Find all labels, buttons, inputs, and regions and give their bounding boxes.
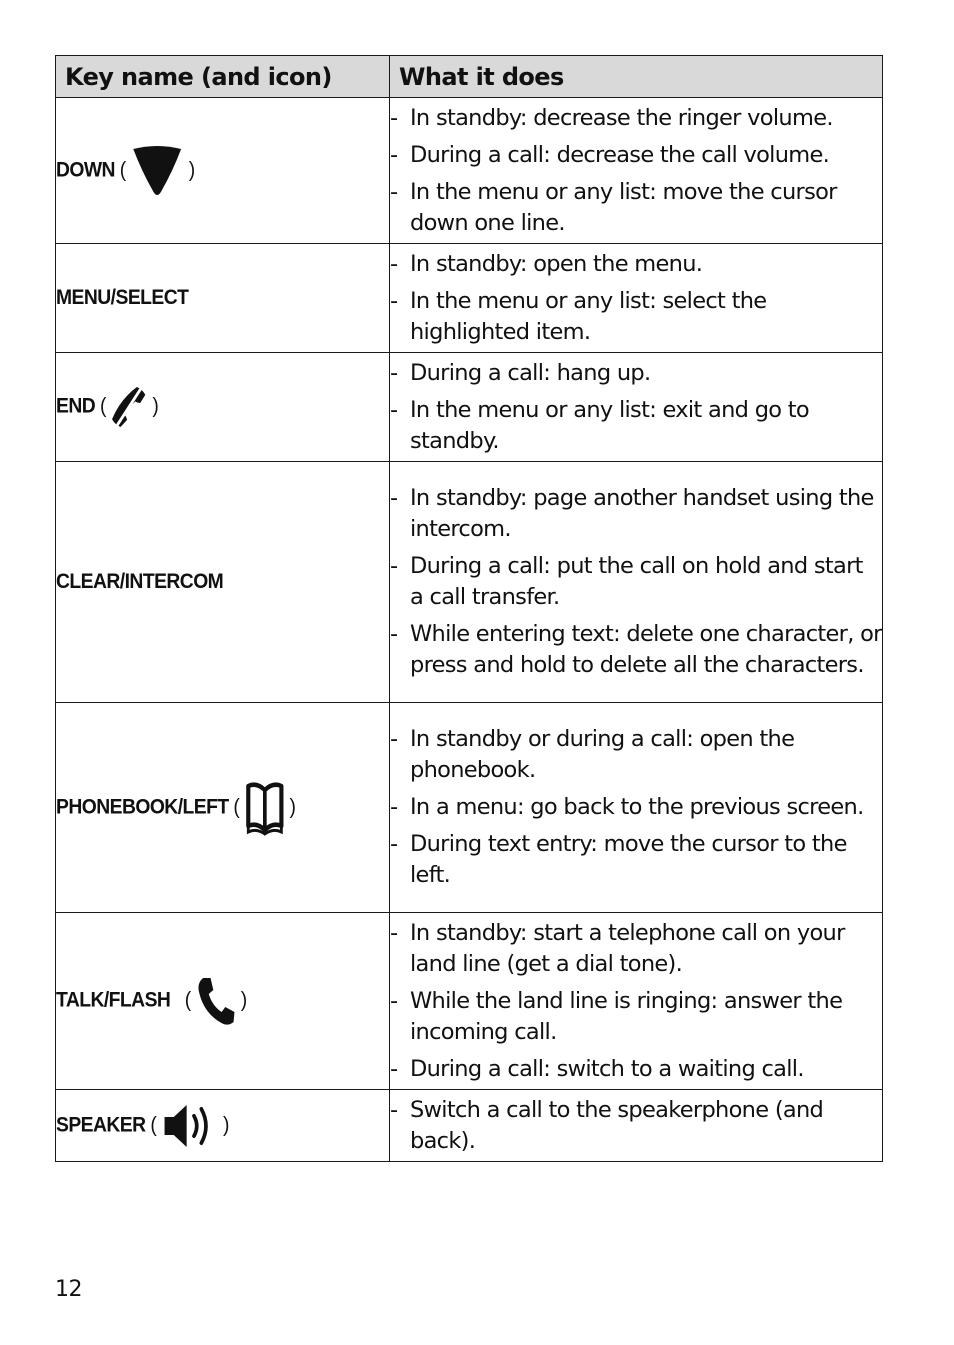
hang-up-phone-icon (111, 384, 148, 430)
table-row (56, 913, 883, 1090)
description-cell (390, 353, 883, 462)
column-header-key-name: Key name (and icon) (56, 56, 390, 98)
key-name-cell: PHONEBOOK/LEFT ( ) (56, 703, 390, 913)
list-item: - Switch a call to the speakerphone (and back). (390, 1095, 882, 1157)
speaker-icon (161, 1103, 218, 1149)
list-item: - In standby: open the menu. (390, 249, 882, 280)
key-name-cell (56, 462, 390, 703)
table-row (56, 244, 883, 353)
description-cell (390, 244, 883, 353)
phone-handset-icon (195, 976, 235, 1026)
key-name: DOWN (56, 158, 115, 182)
list-item: - During a call: switch to a waiting call. (390, 1054, 882, 1085)
key-function-table (55, 55, 883, 1162)
key-name-cell: SPEAKER ( ) (56, 1090, 390, 1162)
phonebook-icon (244, 780, 284, 836)
table-row (56, 353, 883, 462)
description-cell (390, 913, 883, 1090)
list-item: - While entering text: delete one character, or press and hold to delete all the characters. (390, 619, 882, 681)
key-name-cell (56, 244, 390, 353)
table-header-row (56, 56, 883, 98)
list-item: - In the menu or any list: select the highlighted item. (390, 286, 882, 348)
key-name-cell: END ( ) (56, 353, 390, 462)
key-name: SPEAKER (56, 1113, 146, 1137)
list-item: - During a call: hang up. (390, 358, 882, 389)
key-name-cell: DOWN ( ) (56, 98, 390, 244)
key-name: TALK/FLASH (56, 988, 171, 1012)
list-item: - During a call: put the call on hold and start a call transfer. (390, 551, 882, 613)
key-name: PHONEBOOK/LEFT (56, 795, 229, 819)
column-header-what-it-does: What it does (390, 56, 883, 98)
list-item: - While the land line is ringing: answer the incoming call. (390, 986, 882, 1048)
page-number: 12 (55, 1277, 82, 1302)
description-cell (390, 98, 883, 244)
key-name: CLEAR/INTERCOM (56, 570, 224, 593)
list-item: - In the menu or any list: exit and go to standby. (390, 395, 882, 457)
key-name-cell: TALK/FLASH ( ) (56, 913, 390, 1090)
key-name: END (56, 394, 96, 418)
table-row (56, 703, 883, 913)
key-name: MENU/SELECT (56, 286, 189, 309)
list-item: - In standby: start a telephone call on your land line (get a dial tone). (390, 918, 882, 980)
table-row (56, 462, 883, 703)
list-item: - During text entry: move the cursor to the left. (390, 829, 882, 891)
list-item: - In the menu or any list: move the cursor down one line. (390, 177, 882, 239)
list-item: - In standby or during a call: open the phonebook. (390, 724, 882, 786)
list-item: - During a call: decrease the call volume. (390, 140, 882, 171)
table-row (56, 1090, 883, 1162)
list-item: - In standby: page another handset using the intercom. (390, 483, 882, 545)
list-item: - In a menu: go back to the previous screen. (390, 792, 882, 823)
description-cell (390, 1090, 883, 1162)
down-triangle-icon (131, 145, 184, 197)
description-cell (390, 462, 883, 703)
description-cell (390, 703, 883, 913)
table-row (56, 98, 883, 244)
list-item: - In standby: decrease the ringer volume. (390, 103, 882, 134)
